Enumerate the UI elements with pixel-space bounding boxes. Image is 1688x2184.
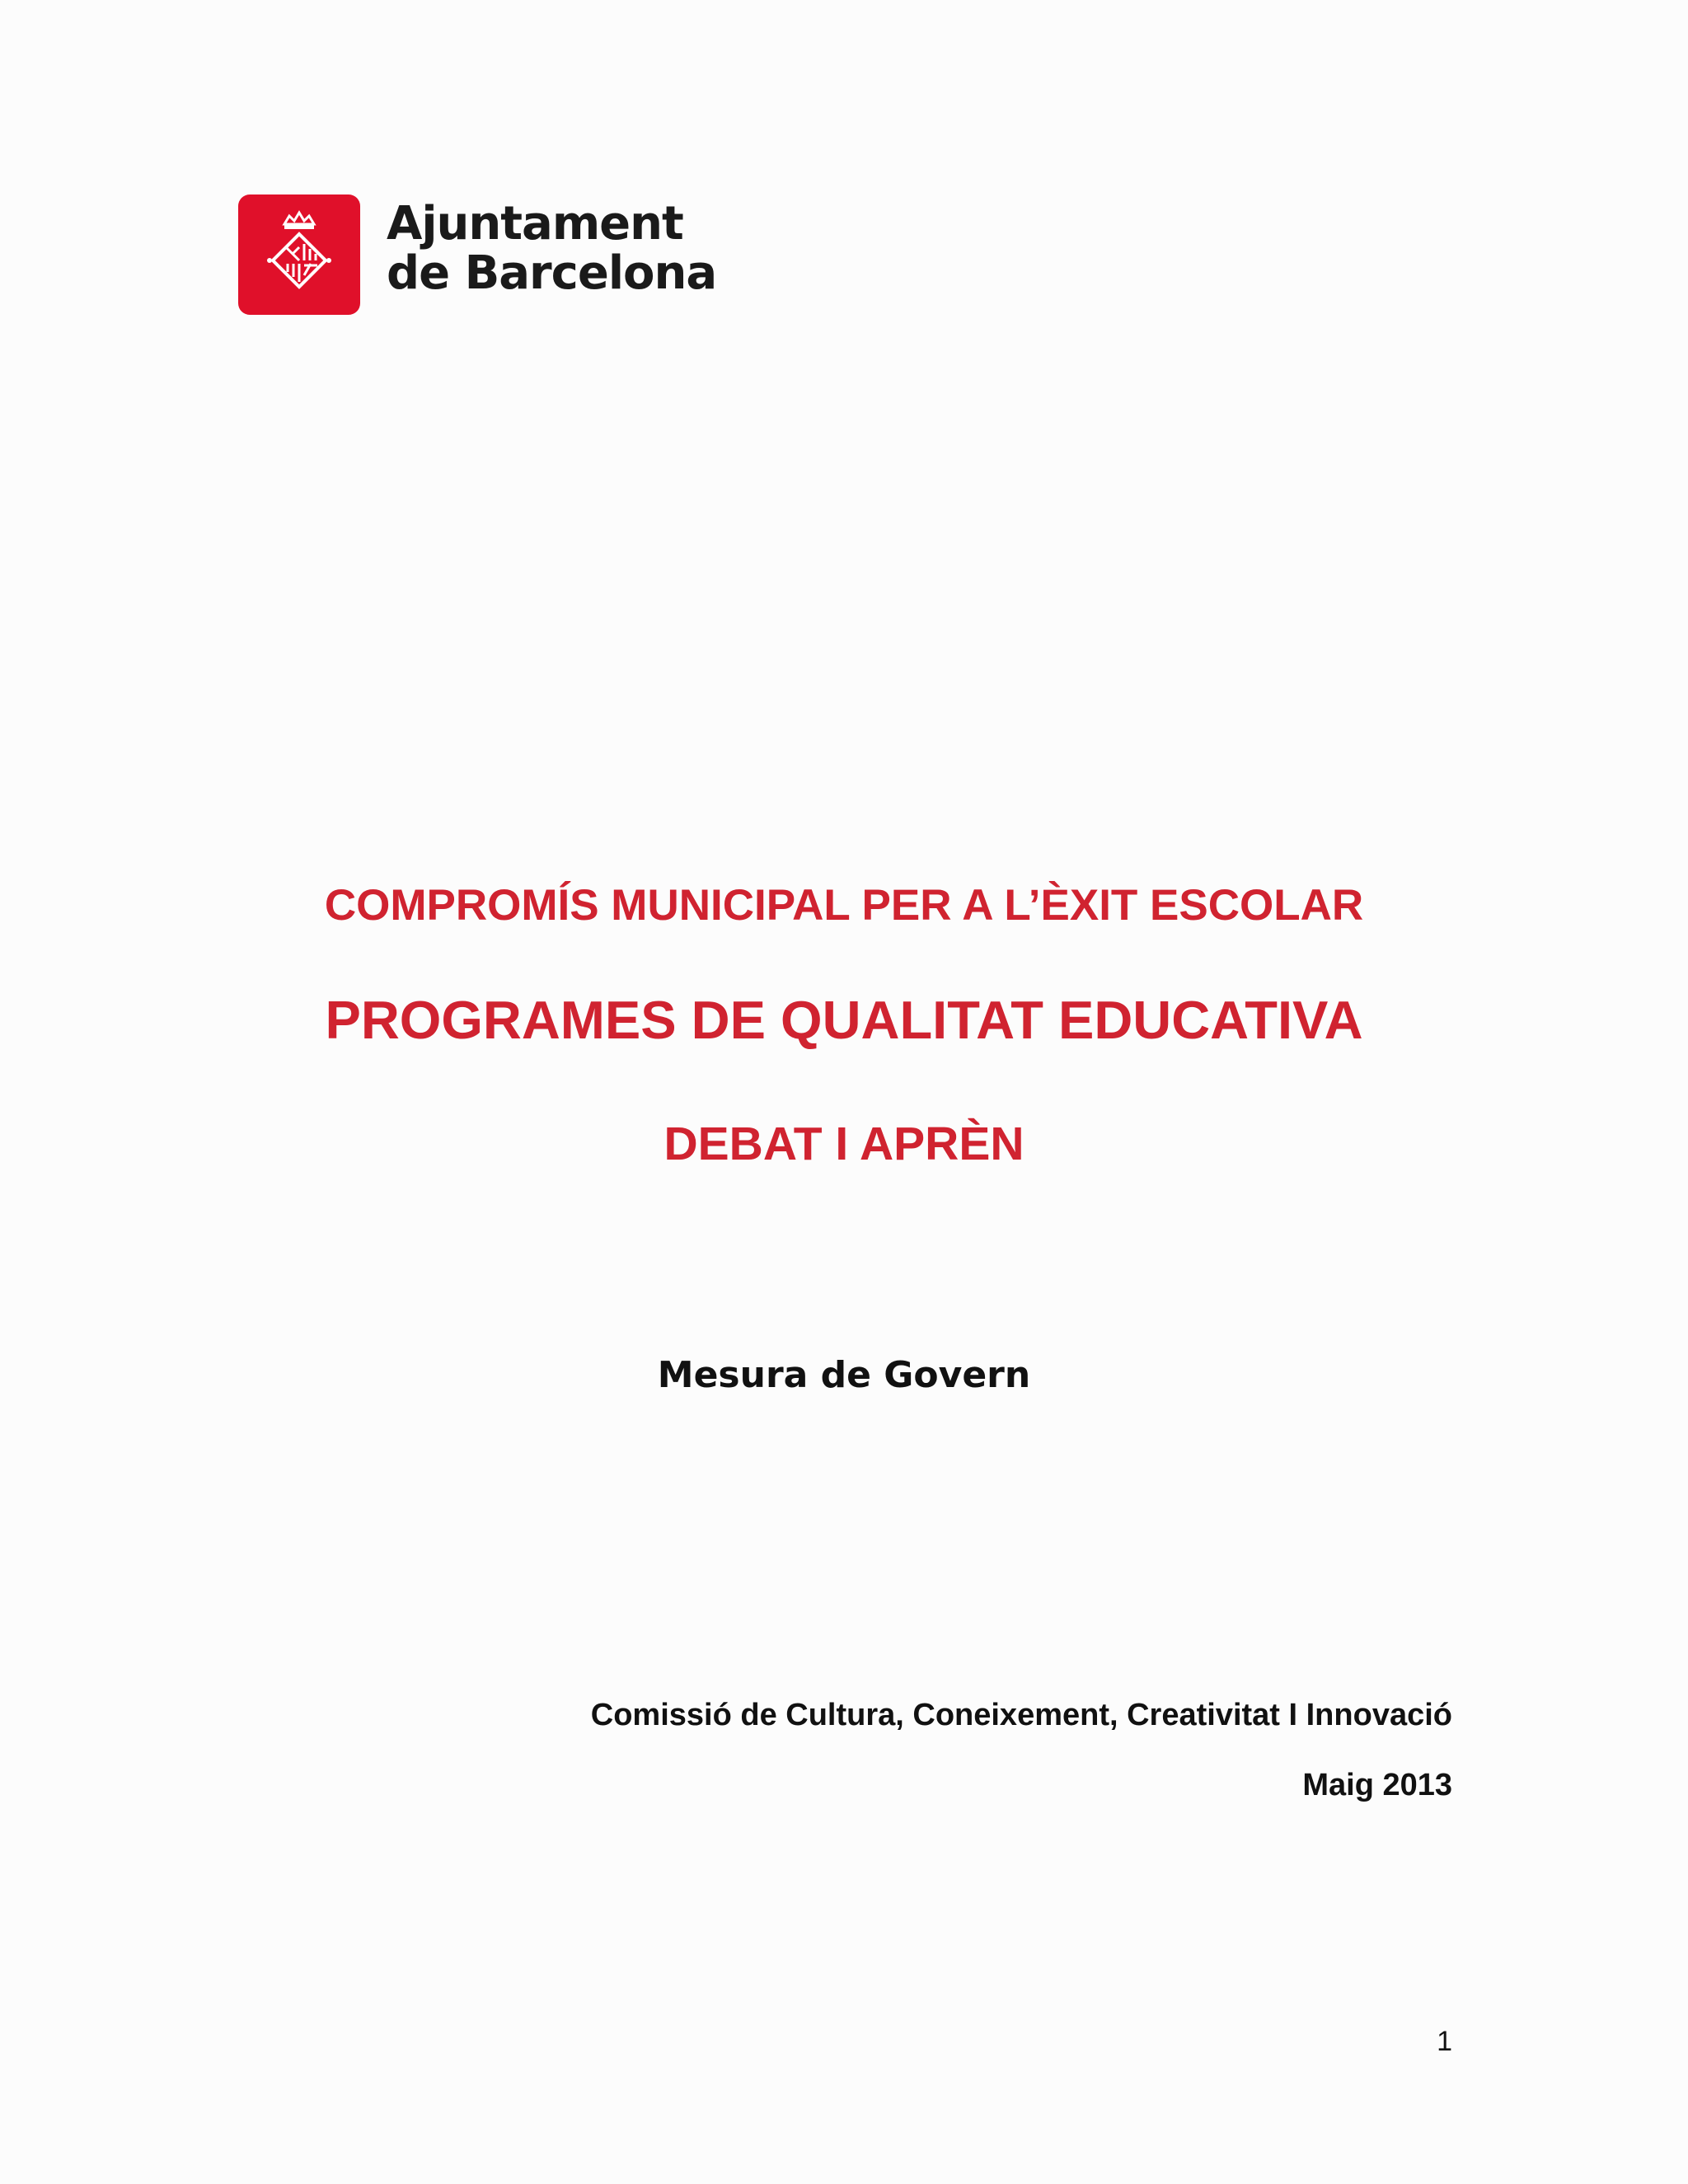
document-title-line-2: PROGRAMES DE QUALITAT EDUCATIVA	[325, 990, 1363, 1050]
document-title-line-3: DEBAT I APRÈN	[663, 1118, 1025, 1170]
logo-wordmark	[387, 199, 716, 298]
barcelona-coat-of-arms-icon	[238, 194, 360, 315]
commission-name: Comissió de Cultura, Coneixement, Creativitat I Innovació	[590, 1698, 1452, 1732]
document-date: Maig 2013	[1302, 1768, 1452, 1802]
logo-square	[238, 194, 360, 315]
ajuntament-logo	[238, 194, 717, 315]
document-subtitle: Mesura de Govern	[657, 1354, 1031, 1396]
page-number: 1	[1437, 2026, 1452, 2057]
logo-line-2: de Barcelona	[387, 246, 717, 300]
document-title-line-1: COMPROMÍS MUNICIPAL PER A L’ÈXIT ESCOLAR	[324, 881, 1364, 930]
logo-line-1: Ajuntament	[387, 197, 683, 251]
